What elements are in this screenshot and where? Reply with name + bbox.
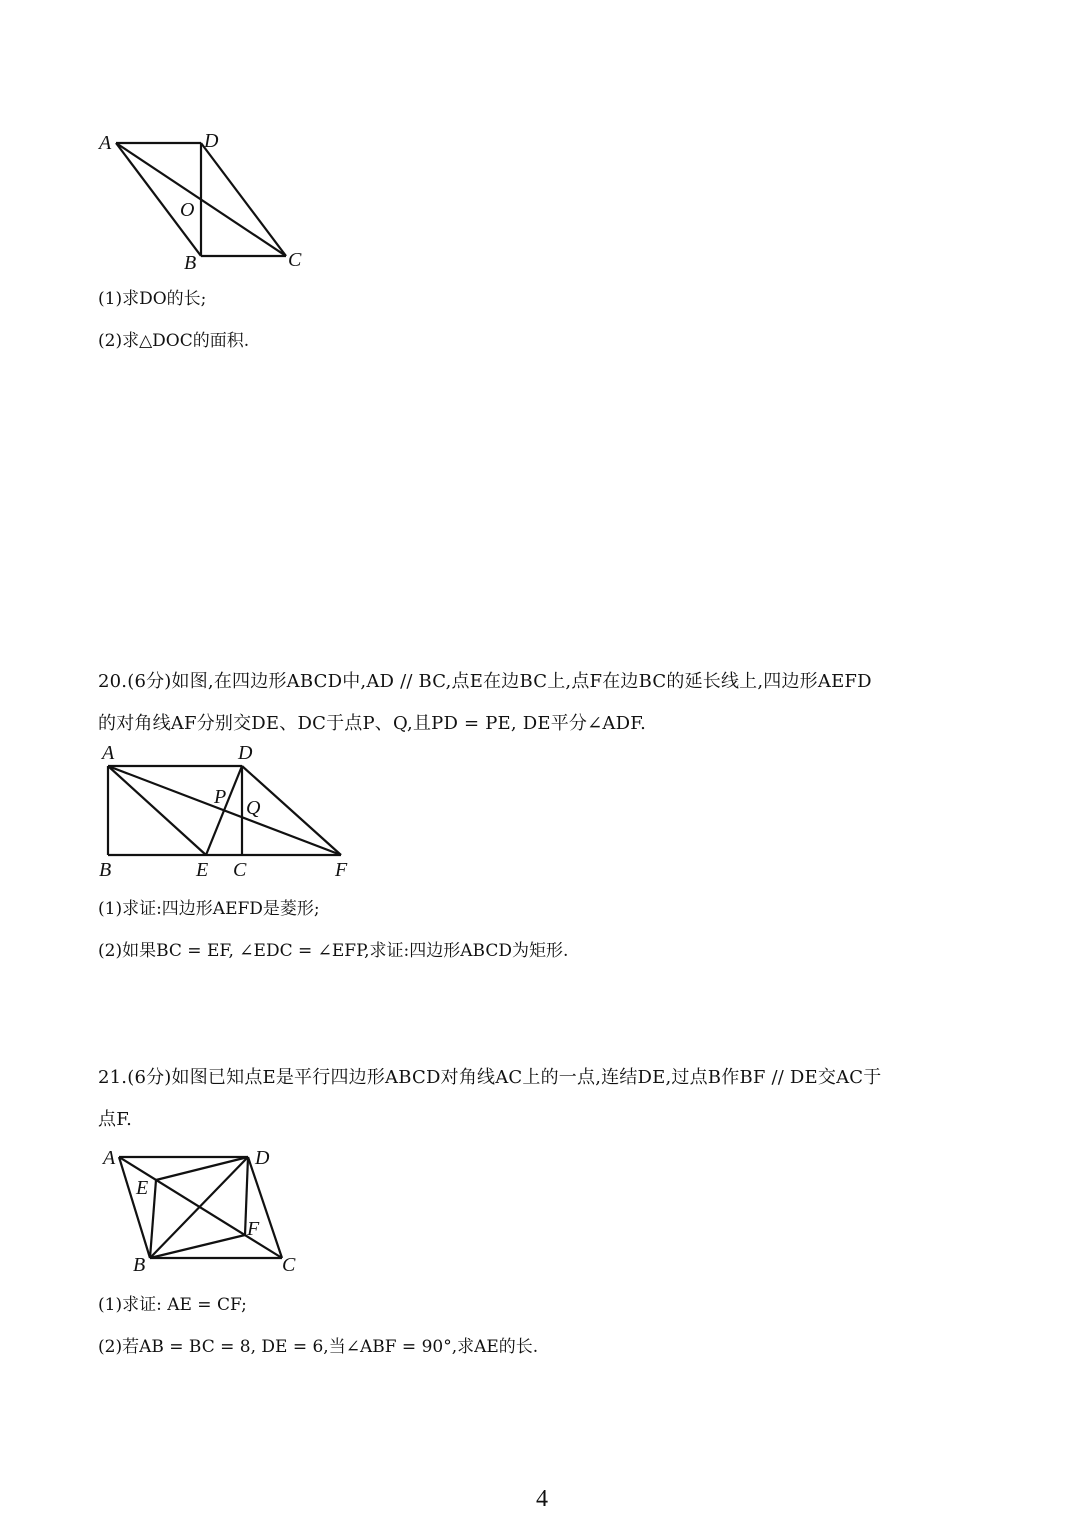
figure-19-parallelogram	[90, 125, 320, 275]
label-C: C	[288, 249, 302, 271]
label-B: B	[184, 252, 197, 274]
seg-AF	[108, 766, 341, 855]
q21-stem-line1: 21.(6分)如图已知点E是平行四边形ABCD对角线AC上的一点,连结DE,过点B作BF // DE交AC于	[98, 1067, 882, 1088]
q20-stem-line2: 的对角线AF分别交DE、DC于点P、Q,且PD = PE, DE平分∠ADF.	[98, 713, 647, 734]
page-number: 4	[536, 1486, 548, 1512]
label-F: F	[335, 859, 348, 881]
q20-part2: (2)如果BC = EF, ∠EDC = ∠EFP,求证:四边形ABCD为矩形.	[98, 941, 569, 961]
seg-AE	[108, 766, 206, 855]
label-P: P	[214, 786, 227, 808]
label-D: D	[204, 130, 219, 152]
label-O: O	[180, 199, 195, 221]
figure-20-quadrilateral	[95, 740, 365, 885]
label-A: A	[99, 132, 112, 154]
label-D: D	[238, 742, 253, 764]
q20-part1: (1)求证:四边形AEFD是菱形;	[98, 899, 320, 919]
q20-stem-line1: 20.(6分)如图,在四边形ABCD中,AD // BC,点E在边BC上,点F在边BC的延长线上,四边形AEFD	[98, 671, 872, 692]
label-E: E	[136, 1177, 149, 1199]
q19-part1: (1)求DO的长;	[98, 289, 207, 309]
label-B: B	[133, 1254, 146, 1276]
label-Q: Q	[246, 797, 261, 819]
label-E: E	[196, 859, 209, 881]
label-C: C	[282, 1254, 296, 1276]
figure-21-parallelogram	[95, 1140, 310, 1280]
seg-DC	[248, 1157, 282, 1258]
seg-DC	[201, 143, 286, 256]
seg-DE	[156, 1157, 248, 1180]
seg-BD	[150, 1157, 248, 1258]
label-C: C	[233, 859, 247, 881]
label-A: A	[102, 742, 115, 764]
label-D: D	[255, 1147, 270, 1169]
q21-part2: (2)若AB = BC = 8, DE = 6,当∠ABF = 90°,求AE的长.	[98, 1337, 539, 1357]
label-B: B	[99, 859, 112, 881]
seg-BF	[150, 1235, 245, 1258]
seg-BE	[150, 1180, 156, 1258]
label-A: A	[103, 1147, 116, 1169]
q19-part2: (2)求△DOC的面积.	[98, 331, 250, 351]
q21-part1: (1)求证: AE = CF;	[98, 1295, 247, 1315]
label-F: F	[247, 1218, 260, 1240]
q21-stem-line2: 点F.	[98, 1109, 133, 1130]
